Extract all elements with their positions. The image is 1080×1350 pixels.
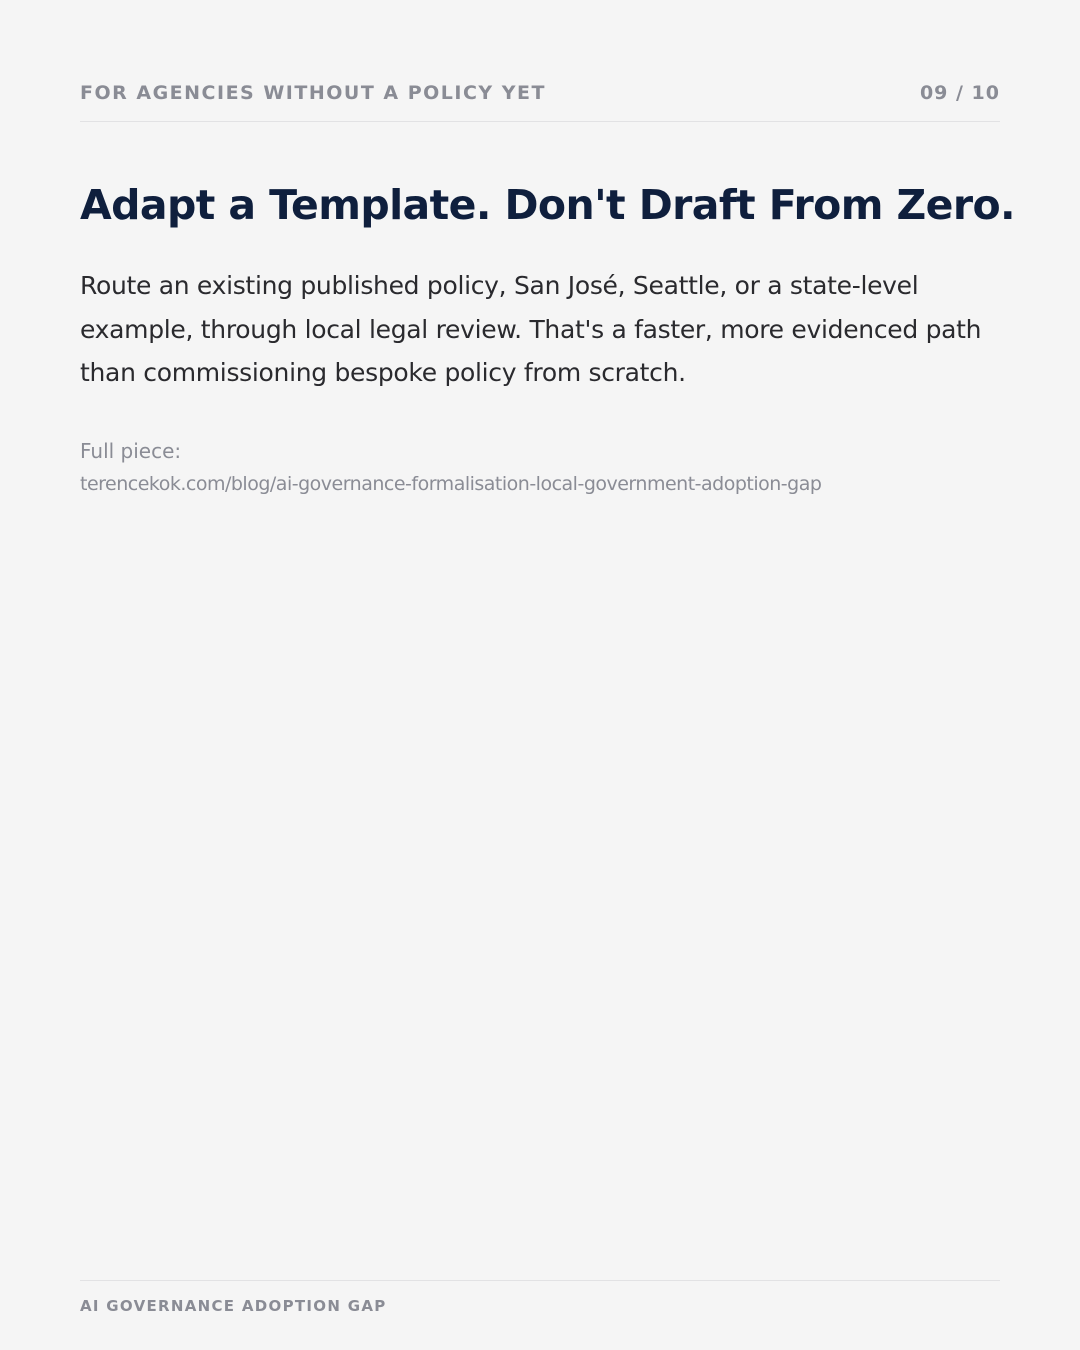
page-counter: 09 / 10 [919, 82, 1000, 104]
slide-header [80, 78, 1000, 122]
footer-divider [80, 1280, 1000, 1281]
section-eyebrow: FOR AGENCIES WITHOUT A POLICY YET [80, 82, 546, 104]
full-piece-label: Full piece: [80, 439, 182, 463]
slide-title: Adapt a Template. Don't Draft From Zero. [80, 181, 1015, 229]
full-piece-link[interactable]: terencekok.com/blog/ai-governance-formalisation-local-government-adoption-gap [80, 473, 822, 495]
series-label: AI GOVERNANCE ADOPTION GAP [80, 1297, 387, 1315]
slide-body: Route an existing published policy, San José, Seattle, or a state-level example, through local legal review. That's a faster, more evidenced path than commissioning bespoke policy from scratch. [80, 271, 982, 387]
